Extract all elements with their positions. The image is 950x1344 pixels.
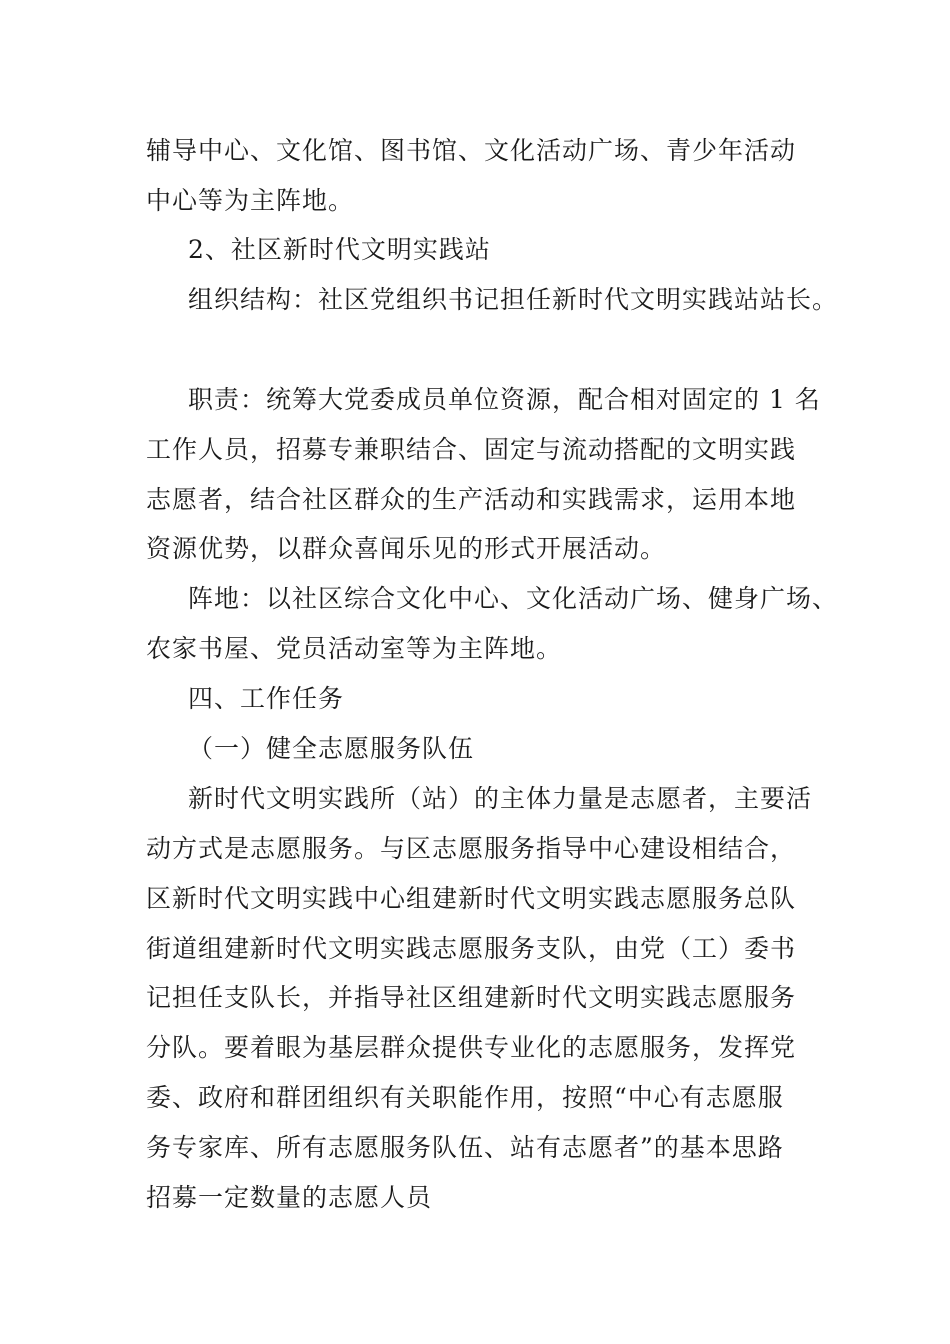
section-heading: 2、社区新时代文明实践站 bbox=[188, 235, 491, 264]
paragraph-line: 动方式是志愿服务。与区志愿服务指导中心建设相结合， bbox=[146, 834, 797, 863]
paragraph-line: 新时代文明实践所（站）的主体力量是志愿者，主要活 bbox=[188, 784, 813, 813]
paragraph-line: 工作人员，招募专兼职结合、固定与流动搭配的文明实践 bbox=[146, 435, 797, 464]
section-heading: 四、工作任务 bbox=[188, 684, 345, 713]
section-heading: （一）健全志愿服务队伍 bbox=[188, 734, 475, 763]
paragraph-line: 农家书屋、党员活动室等为主阵地。 bbox=[146, 634, 563, 663]
paragraph-line: 招募一定数量的志愿人员 bbox=[146, 1183, 433, 1212]
paragraph-line: 委、政府和群团组织有关职能作用，按照“中心有志愿服 bbox=[146, 1083, 784, 1112]
paragraph-line: 务专家库、所有志愿服务队伍、站有志愿者”的基本思路 bbox=[146, 1133, 784, 1162]
paragraph-line: 记担任支队长，并指导社区组建新时代文明实践志愿服务 bbox=[146, 983, 797, 1012]
paragraph-line: 辅导中心、文化馆、图书馆、文化活动广场、青少年活动 bbox=[146, 136, 797, 165]
paragraph-line: 街道组建新时代文明实践志愿服务支队，由党（工）委书 bbox=[146, 934, 797, 963]
paragraph-line: 组织结构：社区党组织书记担任新时代文明实践站站长。 bbox=[188, 285, 839, 314]
paragraph-line: 分队。要着眼为基层群众提供专业化的志愿服务，发挥党 bbox=[146, 1033, 797, 1062]
paragraph-line: 中心等为主阵地。 bbox=[146, 186, 355, 215]
paragraph-line: 资源优势，以群众喜闻乐见的形式开展活动。 bbox=[146, 534, 667, 563]
paragraph-line: 区新时代文明实践中心组建新时代文明实践志愿服务总队 bbox=[146, 884, 797, 913]
paragraph-line: 阵地：以社区综合文化中心、文化活动广场、健身广场、 bbox=[188, 584, 839, 613]
paragraph-line: 志愿者，结合社区群众的生产活动和实践需求，运用本地 bbox=[146, 485, 797, 514]
paragraph-line: 职责：统筹大党委成员单位资源，配合相对固定的 1 名 bbox=[188, 385, 821, 414]
